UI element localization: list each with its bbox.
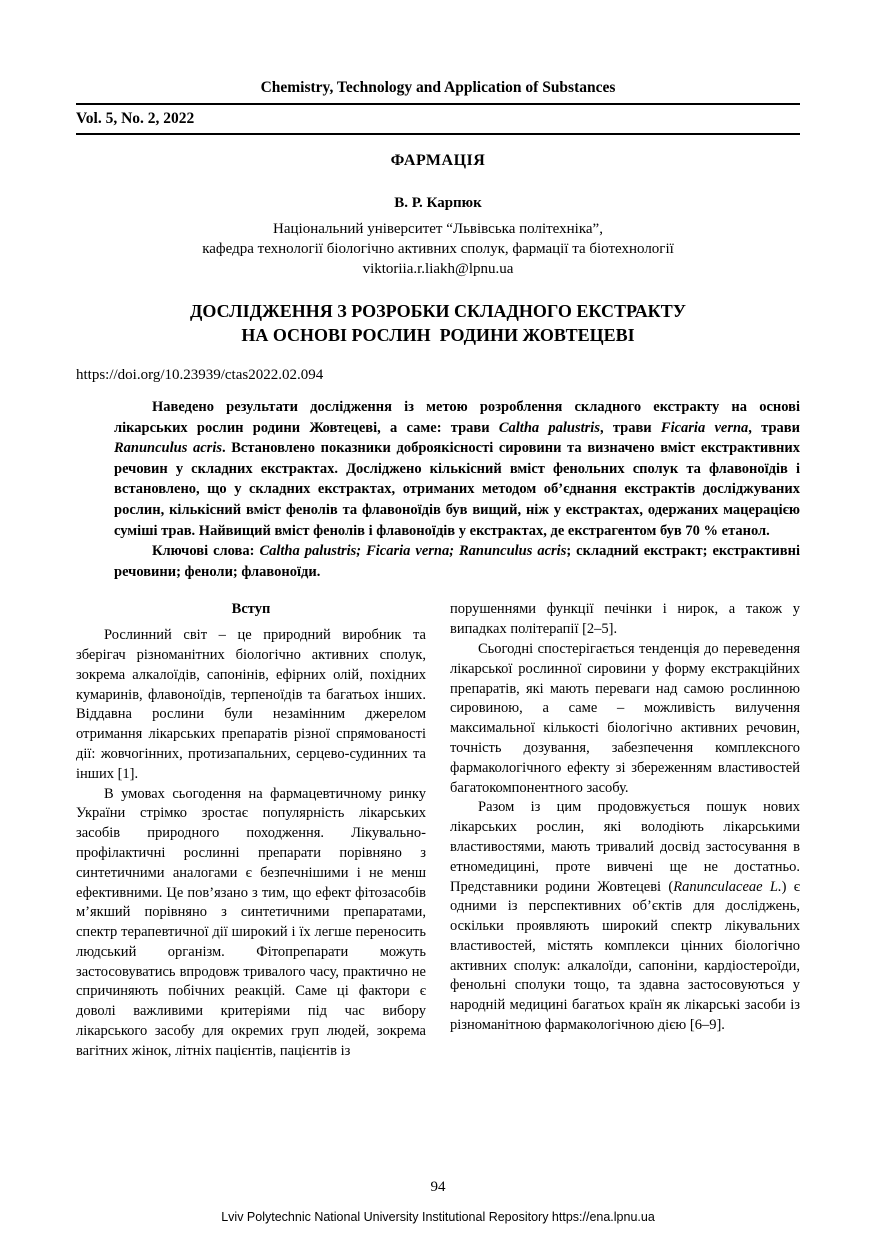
text-segment: , трави: [748, 419, 800, 436]
header-rule-bottom: [76, 133, 800, 135]
abstract-paragraph: [114, 397, 800, 541]
affiliation-university: Національний університет “Львівська політехніка”,: [273, 221, 603, 237]
affiliation-department: кафедра технології біологічно активних сполук, фармації та біотехнології: [202, 241, 674, 257]
repository-footer: Lviv Polytechnic National University Institutional Repository https://ena.lpnu.ua: [221, 1210, 655, 1224]
journal-title: Chemistry, Technology and Application of Substances: [260, 79, 616, 96]
volume-line: Vol. 5, No. 2, 2022: [76, 110, 195, 127]
body-paragraph: Рослинний світ – це природний виробник та зберігач різноманітних біологічно активних сполук, зокрема алкалоїдів, сапонінів, ефірних олій, похідних кумаринів, флавоноїдів, терпеноїдів та багатьох інших. Віддавна рослини були незамінним джерелом отримання лікарських препаратів різної спрямованості дії: жовчогінних, протизапальних, серцево-судинних та інших [1].: [76, 627, 426, 782]
text-segment: . Встановлено показники доброякісності сировини та визначено вміст екстрактивних речовин у складних екстрактах. Досліджено кількісний вміст фенольних сполук та флавоноїдів і встановлено, що у складних екстрактах, отриманих методом об’єднання екстрактів досліджуваних рослин, кількісний вміст фенолів та флавоноїдів був вищий, ніж у екстрактах, одержаних мацерацією суміші трав. Найвищий вміст фенолів і флавоноїдів у екстрактах, де екстрагентом був 70 % етанол.: [114, 440, 801, 539]
text-segment: Ключові слова:: [152, 543, 260, 560]
paper-title-line-1: ДОСЛІДЖЕННЯ З РОЗРОБКИ СКЛАДНОГО ЕКСТРАКТУ: [190, 301, 686, 321]
text-segment: Caltha palustris; Ficaria verna; Ranunculus acris: [259, 543, 567, 560]
text-segment: Ranunculus acris: [114, 440, 222, 457]
journal-header: [76, 78, 800, 135]
text-segment: Разом із цим продовжується пошук нових лікарських рослин, які володіють лікарськими властивостями, мають тривалий досвід застосування в етномедицині, проте вивчені ще не достатньо. Представники родини Жовтецеві (: [450, 799, 800, 895]
paper-title-line-2: НА ОСНОВІ РОСЛИН РОДИНИ ЖОВТЕЦЕВІ: [241, 325, 635, 345]
intro-heading: Вступ: [231, 601, 271, 618]
page-number: 94: [430, 1179, 446, 1195]
author-email: viktoriia.r.liakh@lpnu.ua: [362, 261, 514, 277]
author-name: В. Р. Карпюк: [394, 195, 482, 211]
keywords-paragraph: [114, 541, 800, 582]
text-segment: Ranunculaceae L.: [673, 878, 782, 895]
doi-link: https://doi.org/10.23939/ctas2022.02.094: [76, 367, 324, 383]
left-column: [76, 600, 426, 1061]
text-segment: Ficaria verna: [660, 419, 749, 436]
text-segment: ; складний екстракт; екстрактивні речовини; феноли; флавоноїди.: [114, 543, 800, 580]
text-segment: , трави: [599, 419, 661, 436]
right-column: [450, 600, 800, 1061]
paper-title: [76, 299, 800, 347]
header-rule-top: [76, 103, 800, 105]
text-segment: Caltha palustris: [498, 419, 600, 436]
affiliation-block: [76, 219, 800, 279]
text-segment: ) є одними із перспективних об’єктів для досліджень, оскільки проявляють широкий спектр лікувальних властивостей, містять комплекси цінних біологічно активних сполук: алкалоїди, сапоніни, кардіостероїди, фенольні сполуки тощо, та здавна застосовуються у народній медицині багатьох країн як лікарські засоби із різноманітною фармакологічною дією [6–9].: [450, 878, 800, 1034]
section-label: ФАРМАЦІЯ: [390, 152, 486, 169]
two-column-body: [76, 600, 800, 1061]
body-paragraph: [450, 798, 800, 1036]
text-segment: Наведено результати дослідження із метою розроблення складного екстракту на основі лікарських рослин родини Жовтецеві, а саме: трави: [114, 399, 800, 436]
body-paragraph: порушеннями функції печінки і нирок, а також у випадках політерапії [2–5].: [450, 601, 800, 638]
body-paragraph: В умовах сьогодення на фармацевтичному ринку України стрімко зростає популярність лікарських засобів природного походження. Лікувально-профілактичні рослинні препарати порівняно з синтетичними аналогами є безпечнішими і не менш ефективними. Це пов’язано з тим, що ефект фітозасобів м’якший порівняно з синтетичними препаратами, спектр терапевтичної дії широкий і їх легше переносить людський організм. Фітопрепарати можуть застосовуватись впродовж тривалого часу, практично не спричиняють побічних реакцій. Саме ці фактори є доволі важливими критеріями під час вибору лікарського засобу для окремих груп людей, зокрема вагітних жінок, літніх пацієнтів, пацієнтів із: [76, 785, 426, 1059]
body-paragraph: Сьогодні спостерігається тенденція до переведення лікарської рослинної сировини у форму екстракційних препаратів, які мають переваги над самою рослинною сировиною, а саме – можливість вилучення максимальної кількості біологічно активних речовин, точність дозування, забезпечення комплексного фармакологічного ефекту зі збереженням властивостей багатокомпонентного засобу.: [450, 640, 800, 796]
